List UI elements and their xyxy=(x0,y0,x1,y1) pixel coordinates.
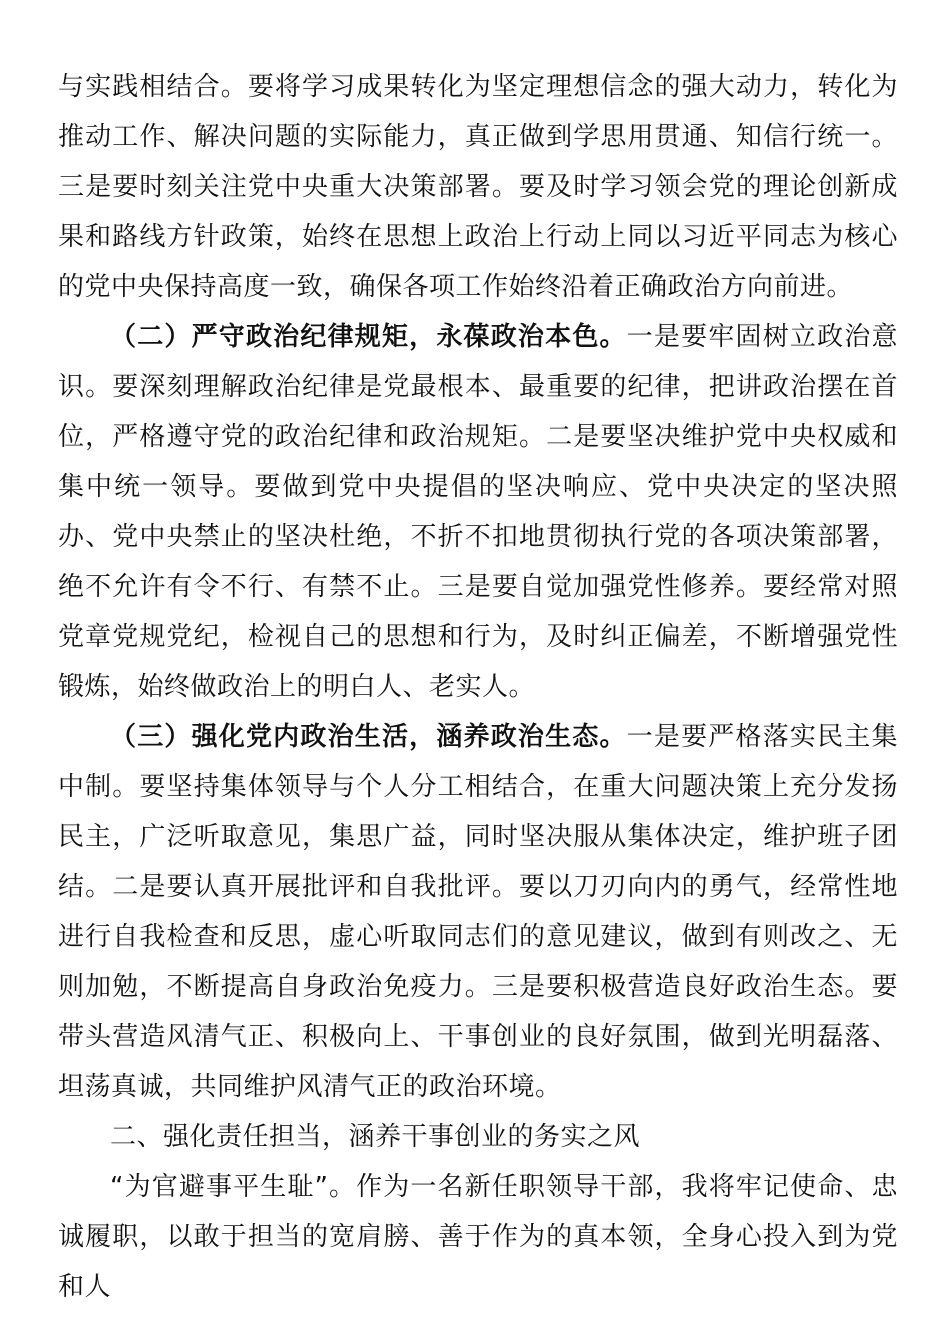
paragraph-2 xyxy=(58,312,898,712)
paragraph-1-text: 与实践相结合。要将学习成果转化为坚定理想信念的强大动力，转化为推动工作、解决问题的实际能力，真正做到学思用贯通、知信行统一。三是要时刻关注党中央重大决策部署。要及时学习领会党的理论创新成果和路线方针政策，始终在思想上政治上行动上同以习近平同志为核心的党中央保持高度一致，确保各项工作始终沿着正确政治方向前进。 xyxy=(58,72,898,302)
chapter-heading-text: 二、强化责任担当，涵养干事创业的务实之风 xyxy=(110,1122,641,1152)
paragraph-1 xyxy=(58,62,898,312)
paragraph-3-text: 一是要严格落实民主集中制。要坚持集体领导与个人分工相结合，在重大问题决策上充分发扬民主，广泛听取意见，集思广益，同时坚决服从集体决定，维护班子团结。二是要认真开展批评和自我批评。要以刀刃向内的勇气，经常性地进行自我检查和反思，虚心听取同志们的意见建议，做到有则改之、无则加勉，不断提高自身政治免疫力。三是要积极营造良好政治生态。要带头营造风清气正、积极向上、干事创业的良好氛围，做到光明磊落、坦荡真诚，共同维护风清气正的政治环境。 xyxy=(58,722,898,1102)
section-heading-2: （二）严守政治纪律规矩，永葆政治本色。 xyxy=(110,322,627,352)
chapter-heading xyxy=(58,1112,898,1162)
paragraph-5-text: “为官避事平生耻”。作为一名新任职领导干部，我将牢记使命、忠诚履职，以敢于担当的宽肩膀、善于作为的真本领，全身心投入到为党和人 xyxy=(58,1172,898,1302)
paragraph-2-text: 一是要牢固树立政治意识。要深刻理解政治纪律是党最根本、最重要的纪律，把讲政治摆在首位，严格遵守党的政治纪律和政治规矩。二是要坚决维护党中央权威和集中统一领导。要做到党中央提倡的坚决响应、党中央决定的坚决照办、党中央禁止的坚决杜绝，不折不扣地贯彻执行党的各项决策部署，绝不允许有令不行、有禁不止。三是要自觉加强党性修养。要经常对照党章党规党纪，检视自己的思想和行为，及时纠正偏差，不断增强党性锻炼，始终做政治上的明白人、老实人。 xyxy=(58,322,898,702)
document-page xyxy=(58,62,898,1312)
paragraph-5 xyxy=(58,1162,898,1312)
paragraph-3 xyxy=(58,712,898,1112)
section-heading-3: （三）强化党内政治生活，涵养政治生态。 xyxy=(110,722,627,752)
